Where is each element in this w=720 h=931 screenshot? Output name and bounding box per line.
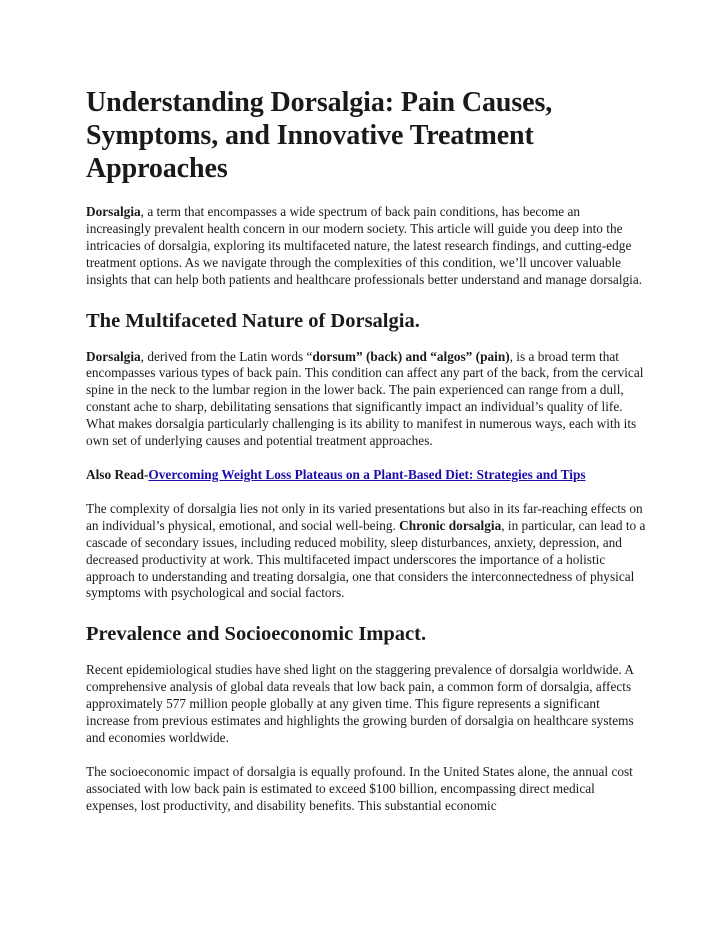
intro-bold-term: Dorsalgia (86, 204, 141, 219)
also-read-line (86, 467, 646, 484)
section2-paragraph-2: The socioeconomic impact of dorsalgia is equally profound. In the United States alone, the annual cost associated with low back pain is estimated to exceed $100 billion, encompassing direct medical expenses, lost productivity, and disability benefits. This substantial economic (86, 763, 633, 813)
section1-paragraph-1 (86, 349, 646, 450)
section1-text-a: , derived from the Latin words “ (140, 348, 313, 364)
section-heading-prevalence: Prevalence and Socioeconomic Impact. (86, 623, 427, 646)
section1-paragraph-2 (86, 501, 646, 602)
document-page (86, 86, 646, 815)
section1-p2-bold: Chronic dorsalgia (399, 517, 502, 533)
section2-paragraph-1: Recent epidemiological studies have shed light on the staggering prevalence of dorsalgia worldwide. A comprehensive analysis of global data reveals that low back pain, a common form of dorsalgia, affects approximately 577 million people globally at any given time. This figure represents a significant increase from previous estimates and highlights the growing burden of dorsalgia on healthcare systems and economies worldwide. (86, 662, 634, 745)
also-read-link[interactable]: Overcoming Weight Loss Plateaus on a Plant-Based Diet: Strategies and Tips (148, 466, 586, 482)
intro-paragraph (86, 204, 646, 289)
page-title: Understanding Dorsalgia: Pain Causes, Symptoms, and Innovative Treatment Approaches (86, 87, 553, 184)
section1-text-b: , is a broad term that encompasses various types of back pain. This condition can affect any part of the back, from the cervical spine in the neck to the lumbar region in the lower back. The pain experienced can range from a dull, constant ache to sharp, debilitating sensations that significantly impact an individual’s quality of life. What makes dorsalgia particularly challenging is its ability to manifest in numerous ways, each with its own set of underlying causes and potential treatment approaches. (86, 348, 644, 449)
intro-text: , a term that encompasses a wide spectrum of back pain conditions, has become an increasingly prevalent health concern in our modern society. This article will guide you deep into the intricacies of dorsalgia, exploring its multifaceted nature, the latest research findings, and cutting-edge treatment options. As we navigate through the complexities of this condition, we’ll uncover valuable insights that can help both patients and healthcare professionals better understand and manage dorsalgia. (86, 204, 643, 287)
section1-p2-text-b: , in particular, can lead to a cascade of secondary issues, including reduced mobility, sleep disturbances, anxiety, depression, and decreased productivity at work. This multifaceted impact underscores the importance of a holistic approach to understanding and treating dorsalgia, one that considers the interconnectedness of physical symptoms with psychological and social factors. (86, 517, 646, 601)
section1-p2-text-a: The complexity of dorsalgia lies not only in its varied presentations but also in its far-reaching effects on an individual’s physical, emotional, and social well-being. (86, 500, 643, 533)
section1-bold-term: Dorsalgia (86, 348, 141, 364)
section-heading-multifaceted: The Multifaceted Nature of Dorsalgia. (86, 309, 420, 332)
also-read-label: Also Read- (86, 466, 149, 482)
section1-bold-words: dorsum” (back) and “algos” (pain) (312, 348, 510, 364)
